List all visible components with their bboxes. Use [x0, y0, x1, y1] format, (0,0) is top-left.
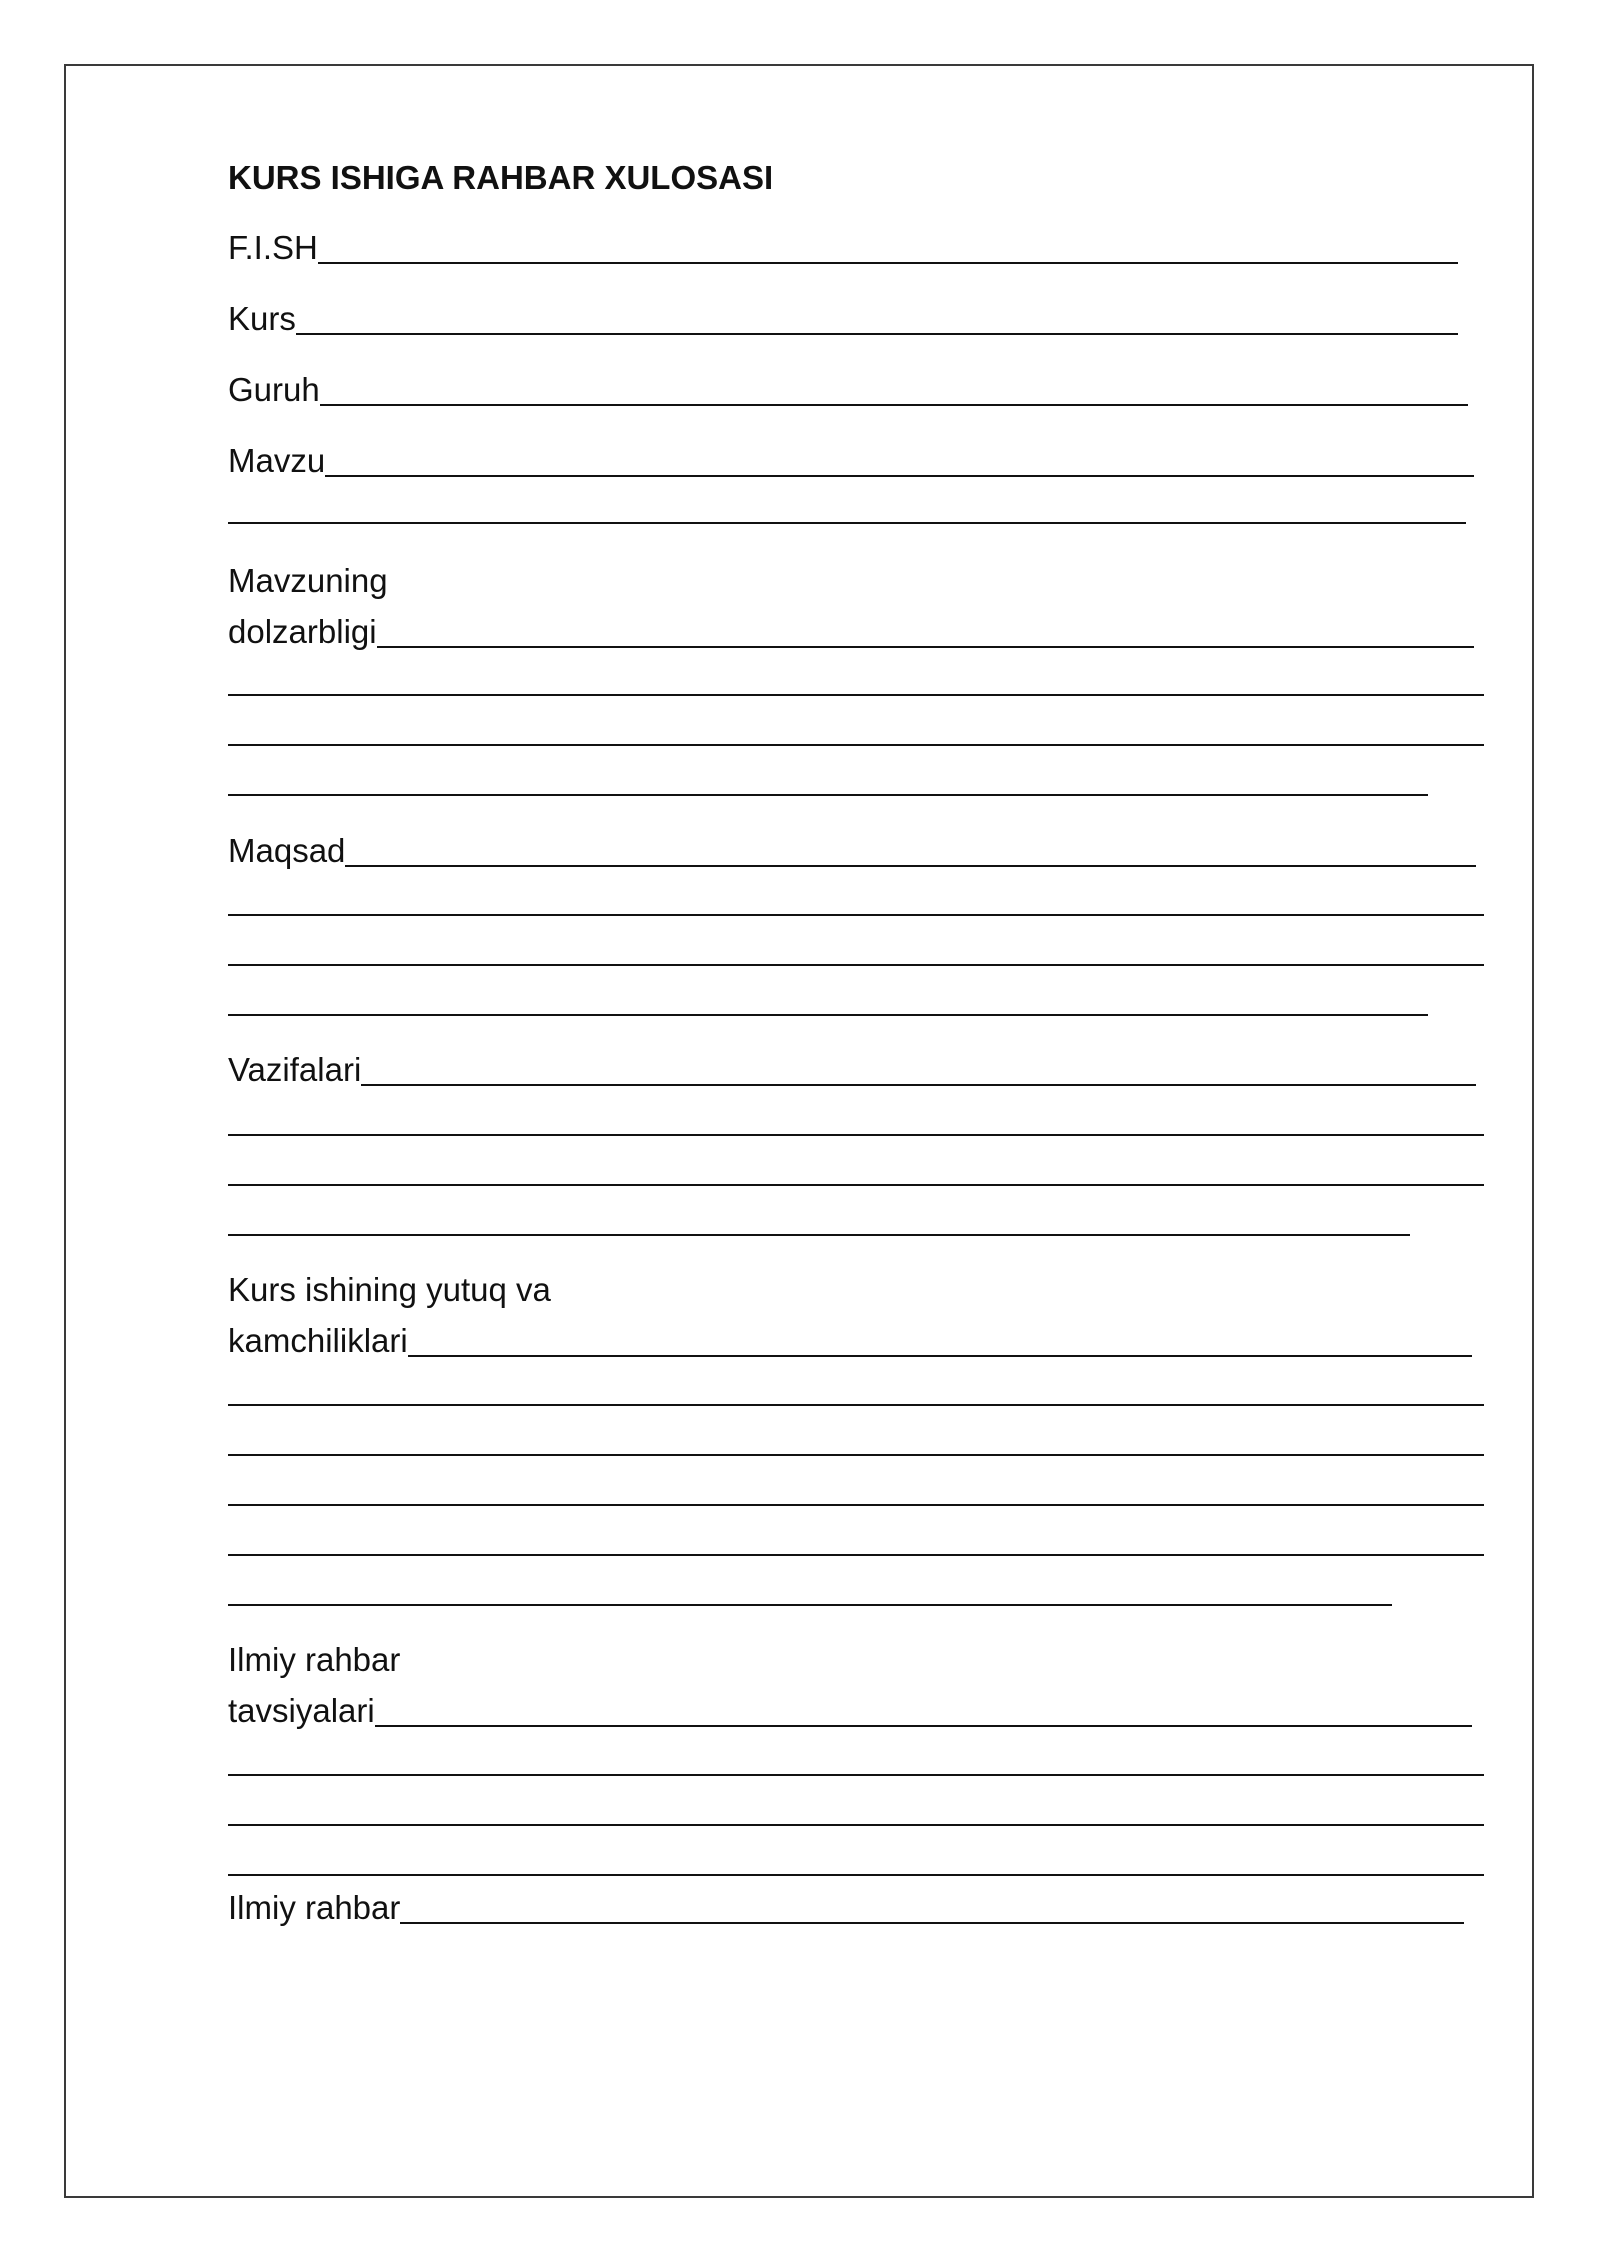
tavsiya-line[interactable] — [375, 1693, 1472, 1727]
dolzarblik-extra-line-1[interactable] — [228, 694, 1484, 696]
mavzu-label: Mavzu — [228, 442, 326, 479]
dolzarblik-extra-line-2[interactable] — [228, 744, 1484, 746]
tavsiya-extra-line-2[interactable] — [228, 1824, 1484, 1826]
tavsiya-extra-line-1[interactable] — [228, 1774, 1484, 1776]
mavzu-extra-line[interactable] — [228, 522, 1466, 524]
kurs-label: Kurs — [228, 300, 296, 337]
mavzu-line[interactable] — [325, 443, 1474, 477]
dolzarblik-line[interactable] — [377, 614, 1474, 648]
tavsiya-label-line2: tavsiyalari — [228, 1692, 375, 1729]
vazifalari-label: Vazifalari — [228, 1051, 362, 1088]
yutuq-extra-line-1[interactable] — [228, 1404, 1484, 1406]
tavsiya-label-line1: Ilmiy rahbar — [228, 1641, 401, 1678]
maqsad-extra-line-2[interactable] — [228, 964, 1484, 966]
vazifalari-extra-line-3[interactable] — [228, 1234, 1410, 1236]
ilmiy-rahbar-label: Ilmiy rahbar — [228, 1889, 401, 1926]
yutuq-line[interactable] — [408, 1323, 1472, 1357]
dolzarblik-field[interactable] — [228, 612, 1474, 652]
yutuq-label-line2: kamchiliklari — [228, 1322, 408, 1359]
tavsiya-field[interactable] — [228, 1691, 1472, 1731]
kurs-line[interactable] — [296, 301, 1458, 335]
mavzu-field[interactable] — [228, 441, 1474, 481]
yutuq-extra-line-3[interactable] — [228, 1504, 1484, 1506]
vazifalari-extra-line-1[interactable] — [228, 1134, 1484, 1136]
fish-label: F.I.SH — [228, 229, 318, 266]
yutuq-extra-line-2[interactable] — [228, 1454, 1484, 1456]
dolzarblik-label-line2: dolzarbligi — [228, 613, 377, 650]
ilmiy-rahbar-line[interactable] — [400, 1890, 1464, 1924]
dolzarblik-label-line1: Mavzuning — [228, 562, 388, 599]
guruh-line[interactable] — [320, 372, 1468, 406]
yutuq-extra-line-4[interactable] — [228, 1554, 1484, 1556]
fish-line[interactable] — [318, 230, 1458, 264]
yutuq-extra-line-5[interactable] — [228, 1604, 1392, 1606]
maqsad-line[interactable] — [345, 833, 1476, 867]
yutuq-label-line1: Kurs ishining yutuq va — [228, 1271, 551, 1308]
maqsad-field[interactable] — [228, 831, 1476, 871]
maqsad-label: Maqsad — [228, 832, 346, 869]
ilmiy-rahbar-field[interactable] — [228, 1888, 1464, 1928]
fish-field[interactable] — [228, 228, 1458, 268]
vazifalari-field[interactable] — [228, 1050, 1476, 1090]
maqsad-extra-line-1[interactable] — [228, 914, 1484, 916]
maqsad-extra-line-3[interactable] — [228, 1014, 1428, 1016]
guruh-field[interactable] — [228, 370, 1468, 410]
dolzarblik-extra-line-3[interactable] — [228, 794, 1428, 796]
guruh-label: Guruh — [228, 371, 320, 408]
document-title: KURS ISHIGA RAHBAR XULOSASI — [228, 159, 774, 196]
vazifalari-line[interactable] — [361, 1052, 1476, 1086]
tavsiya-extra-line-3[interactable] — [228, 1874, 1484, 1876]
vazifalari-extra-line-2[interactable] — [228, 1184, 1484, 1186]
yutuq-field[interactable] — [228, 1321, 1472, 1361]
kurs-field[interactable] — [228, 299, 1458, 339]
